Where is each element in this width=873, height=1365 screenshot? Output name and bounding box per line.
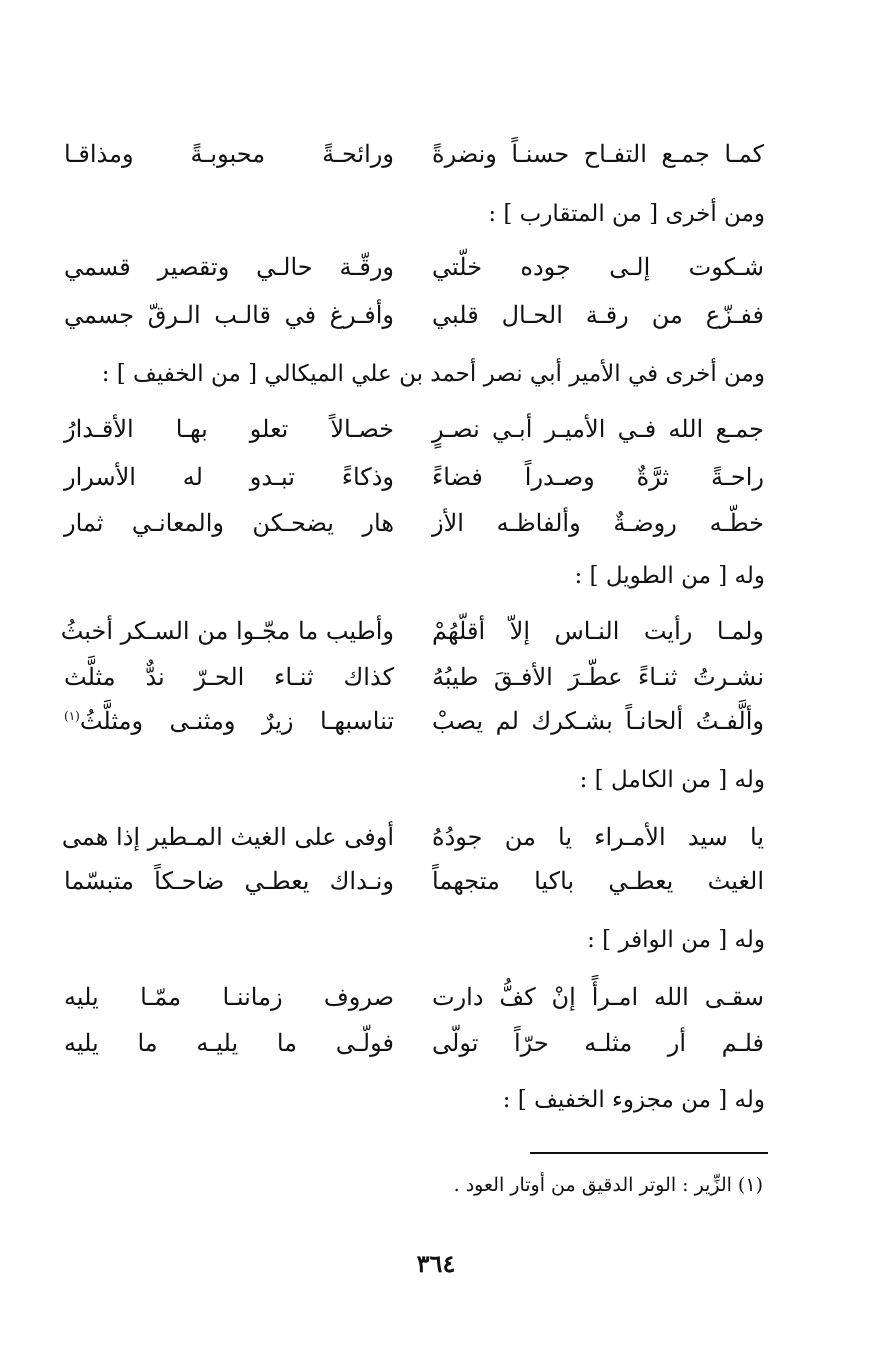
meter-heading: وله [ من الوافر ] : <box>587 927 765 953</box>
verse-second-hemistich: ورائحـةً محبوبـةً ومذاقـا <box>64 140 394 168</box>
verse-line <box>61 814 764 860</box>
verse-line <box>64 654 764 700</box>
verse-first-hemistich: فلـم أر مثلـه حرّاً تولّى <box>432 1029 764 1057</box>
verse-first-hemistich: خطّـه روضـةٌ وألفاظـه الأز <box>432 509 764 537</box>
verse-first-hemistich: سقـى الله امـرأً إنْ كفُّ دارت <box>432 983 764 1011</box>
verse-first-hemistich: جمـع الله فـي الأميـر أبـي نصـرٍ <box>432 415 764 443</box>
verse-first-hemistich: شـكوت إلـى جوده خلّتي <box>432 253 764 281</box>
verse-line <box>64 292 764 338</box>
verse-second-hemistich: كذاك ثنـاء الحـرّ ندٌّ مثلَّث <box>64 663 394 691</box>
verse-second-hemistich: فولّـى ما يليـه ما يليه <box>64 1029 394 1057</box>
meter-heading: وله [ من الطويل ] : <box>574 563 765 589</box>
meter-heading: ومن أخرى في الأمير أبي نصر أحمد بن علي الميكالي [ من الخفيف ] : <box>101 361 765 387</box>
verse-first-hemistich: ولمـا رأيت النـاس إلاّ أقلّهُمْ <box>432 617 764 645</box>
verse-first-hemistich: ففـزّع من رقـة الحـال قلبي <box>432 301 764 329</box>
verse-line <box>64 131 764 177</box>
verse-first-hemistich: يا سيد الأمـراء يا من جودُهُ <box>432 823 764 851</box>
footnote-marker: (١) <box>64 709 80 723</box>
verse-line <box>64 454 764 500</box>
footnote-separator <box>530 1152 768 1154</box>
verse-first-hemistich: وألَّفـتُ ألحانـاً بشـكرك لم يصبْ <box>432 707 764 735</box>
verse-first-hemistich: الغيث يعطـي باكيا متجهماً <box>432 867 764 895</box>
meter-heading: وله [ من الكامل ] : <box>579 767 765 793</box>
verse-second-hemistich: وذكاءً تبـدو له الأسرار <box>64 463 394 491</box>
meter-heading: وله [ من مجزوء الخفيف ] : <box>502 1087 765 1113</box>
verse-first-hemistich: راحـةً ثرَّةٌ وصـدراً فضاءً <box>432 463 764 491</box>
verse-second-hemistich: خصـالاً تعلو بهـا الأقـدارُ <box>64 415 394 443</box>
verse-line <box>64 244 764 290</box>
verse-line <box>64 974 764 1020</box>
verse-line <box>64 500 764 546</box>
verse-first-hemistich: نشـرتُ ثنـاءً عطّـرَ الأفـقَ طيبُهُ <box>432 663 764 691</box>
verse-second-hemistich: وأطيب ما مجّـوا من السـكر أخبثُ <box>60 617 394 645</box>
verse-second-hemistich: ورقّـة حالـي وتقصير قسمي <box>64 253 394 281</box>
verse-second-hemistich: وأفـرغ في قالـب الـرقّ جسمي <box>64 301 394 329</box>
verse-second-hemistich: هار يضحـكن والمعانـي ثمار <box>64 509 394 537</box>
meter-heading: ومن أخرى [ من المتقارب ] : <box>488 201 765 227</box>
verse-hemistich-text: تناسبهـا زيرٌ ومثنـى ومثلَّثُ <box>79 707 394 735</box>
verse-second-hemistich: ونـداك يعطـي ضاحـكاً متبسّما <box>64 867 394 895</box>
verse-second-hemistich <box>64 698 394 744</box>
page-number: ٣٦٤ <box>416 1249 456 1278</box>
verse-line <box>64 858 764 904</box>
verse-second-hemistich: أوفى على الغيث المـطير إذا همى <box>61 823 394 851</box>
footnote: (١) الزِّير : الوتر الدقيق من أوتار العود . <box>453 1174 763 1196</box>
verse-line <box>64 698 764 744</box>
verse-line <box>64 1020 764 1066</box>
verse-line <box>60 608 764 654</box>
verse-second-hemistich: صروف زماننـا ممّـا يليه <box>64 983 394 1011</box>
verse-first-hemistich: كمـا جمـع التفـاح حسنـاً ونضرةً <box>432 140 764 168</box>
verse-line <box>64 406 764 452</box>
